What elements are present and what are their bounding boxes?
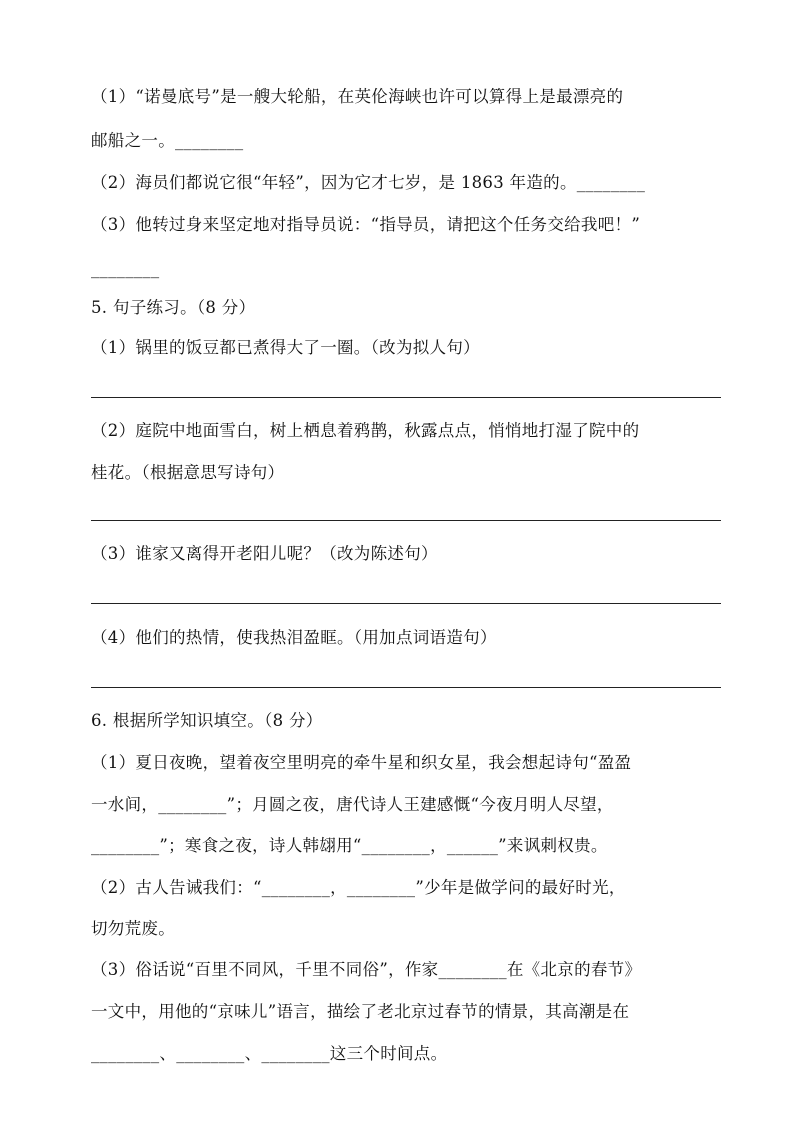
q5-item3-answer-line [91,603,721,604]
q4-item3-line1: （3）他转过身来坚定地对指导员说：“指导员，请把这个任务交给我吧！” [91,215,641,234]
q4-item1-line2: 邮船之一。________ [91,131,244,150]
q6-item1-line3: ________”；寒食之夜，诗人韩翃用“________，______”来讽刺权贵。 [91,836,608,855]
q4-item2: （2）海员们都说它很“年轻”，因为它才七岁，是 1863 年造的。________ [91,173,646,192]
q5-item2-answer-line [91,520,721,521]
q5-item2-line2: 桂花。（根据意思写诗句） [91,463,285,482]
q6-item1-line1: （1）夏日夜晚，望着夜空里明亮的牵牛星和织女星，我会想起诗句“盈盈 [91,753,632,772]
q6-item3-line3: ________、________、________这三个时间点。 [91,1044,448,1063]
q6-item2-line1: （2）古人告诫我们：“________，________”少年是做学问的最好时光， [91,878,626,897]
q6-heading: 6. 根据所学知识填空。（8 分） [91,711,323,730]
q6-item3-line1: （3）俗话说“百里不同风，千里不同俗”，作家________在《北京的春节》 [91,960,642,979]
q5-item2-line1: （2）庭院中地面雪白，树上栖息着鸦鹊，秋露点点，悄悄地打湿了院中的 [91,421,640,440]
q5-item1: （1）锅里的饭豆都已煮得大了一圈。（改为拟人句） [91,338,480,357]
q5-item3: （3）谁家又离得开老阳儿呢？（改为陈述句） [91,544,438,563]
q5-item4-answer-line [91,687,721,688]
q5-heading: 5. 句子练习。（8 分） [91,298,256,317]
q4-item3-line2: ________ [91,259,160,278]
q5-item4: （4）他们的热情，使我热泪盈眶。（用加点词语造句） [91,628,497,647]
q5-item1-answer-line [91,397,721,398]
q6-item3-line2: 一文中，用他的“京味儿”语言，描绘了老北京过春节的情景，其高潮是在 [91,1002,630,1021]
q6-item1-line2: 一水间，________”；月圆之夜，唐代诗人王建感慨“今夜月明人尽望， [91,795,614,814]
q6-item2-line2: 切勿荒废。 [91,919,175,938]
q4-item1-line1: （1）“诺曼底号”是一艘大轮船，在英伦海峡也许可以算得上是最漂亮的 [91,87,624,106]
